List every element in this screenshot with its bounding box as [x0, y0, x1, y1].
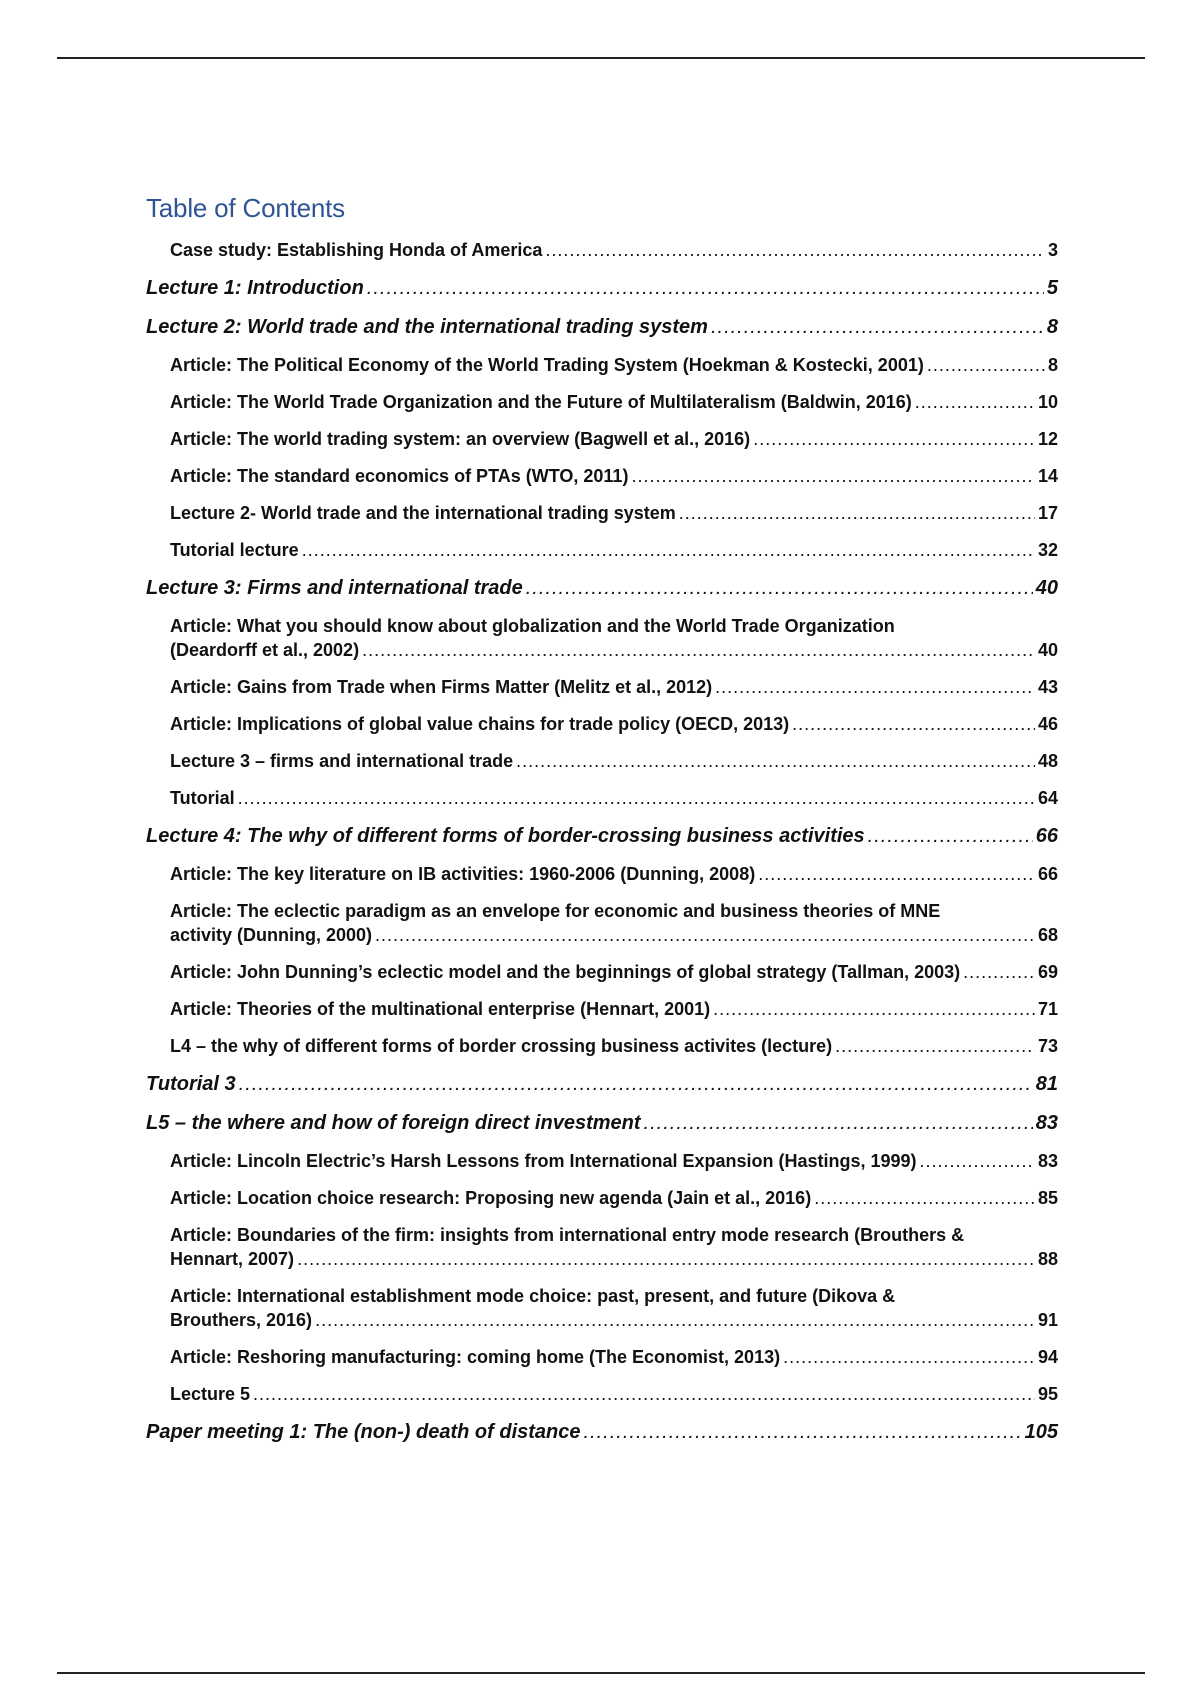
toc-subentry[interactable] — [170, 1223, 1058, 1271]
toc-subentry[interactable] — [170, 862, 1058, 886]
toc-page-number: 85 — [1037, 1188, 1058, 1208]
toc-heading-entry[interactable] — [146, 575, 1058, 601]
toc-entry-text: Article: Implications of global value chains for trade policy (OECD, 2013) — [170, 714, 790, 734]
toc-entry-text: Lecture 1: Introduction — [146, 277, 364, 299]
toc-heading-entry[interactable] — [146, 314, 1058, 340]
toc-entry-text: Lecture 2: World trade and the international trading system — [146, 316, 708, 338]
toc-heading-entry[interactable] — [146, 275, 1058, 301]
toc-entry-text: Lecture 3 – firms and international trade — [170, 751, 514, 771]
toc-subentry[interactable] — [170, 997, 1058, 1021]
dot-leader — [375, 923, 1035, 947]
toc-page-number: 71 — [1037, 999, 1058, 1019]
toc-page-number: 48 — [1037, 751, 1058, 771]
toc-page-number: 32 — [1037, 540, 1058, 560]
toc-list — [146, 238, 1058, 1445]
toc-heading-entry[interactable] — [146, 823, 1058, 849]
dot-leader — [835, 1034, 1035, 1058]
toc-entry-text: Article: John Dunning’s eclectic model and the beginnings of global strategy (Tallman, 2003) — [170, 962, 961, 982]
toc-page-number: 17 — [1037, 503, 1058, 523]
dot-leader — [783, 1345, 1035, 1369]
toc-page-number: 66 — [1037, 864, 1058, 884]
toc-subentry[interactable] — [170, 786, 1058, 810]
toc-page-number: 83 — [1037, 1151, 1058, 1171]
toc-entry-text: Paper meeting 1: The (non-) death of distance — [146, 1421, 581, 1443]
dot-leader — [711, 314, 1044, 340]
toc-page-number: 12 — [1037, 429, 1058, 449]
toc-page-number: 8 — [1046, 316, 1058, 338]
toc-page-number: 95 — [1037, 1384, 1058, 1404]
dot-leader — [758, 862, 1035, 886]
dot-leader — [713, 997, 1035, 1021]
dot-leader — [915, 390, 1035, 414]
dot-leader — [253, 1382, 1035, 1406]
toc-entry-text: Article: Lincoln Electric’s Harsh Lessons from International Expansion (Hastings, 1999) — [170, 1151, 917, 1171]
dot-leader — [927, 353, 1045, 377]
toc-subentry[interactable] — [170, 238, 1058, 262]
toc-subentry[interactable] — [170, 1345, 1058, 1369]
dot-leader — [516, 749, 1035, 773]
toc-subentry[interactable] — [170, 960, 1058, 984]
toc-page-number: 69 — [1037, 962, 1058, 982]
toc-entry-text: Tutorial 3 — [146, 1073, 236, 1095]
toc-page-number: 40 — [1035, 577, 1058, 599]
toc-page-number: 81 — [1035, 1073, 1058, 1095]
header-rule — [57, 57, 1145, 59]
toc-entry-text: Lecture 2- World trade and the international trading system — [170, 503, 676, 523]
toc-entry-text: Article: The World Trade Organization and the Future of Multilateralism (Baldwin, 2016) — [170, 392, 912, 412]
toc-entry-text: activity (Dunning, 2000) — [170, 925, 373, 945]
dot-leader — [814, 1186, 1035, 1210]
toc-entry-text: Article: The standard economics of PTAs (WTO, 2011) — [170, 466, 629, 486]
toc-page-number: 105 — [1024, 1421, 1058, 1443]
toc-subentry[interactable] — [170, 427, 1058, 451]
toc-subentry[interactable] — [170, 1149, 1058, 1173]
toc-subentry[interactable] — [170, 712, 1058, 736]
dot-leader — [315, 1308, 1035, 1332]
toc-entry-text-line1: Article: Boundaries of the firm: insights from international entry mode research (Brouthers & — [170, 1225, 965, 1245]
toc-page-number: 88 — [1037, 1249, 1058, 1269]
toc-entry-text: Article: Location choice research: Proposing new agenda (Jain et al., 2016) — [170, 1188, 812, 1208]
toc-entry-text: Article: Gains from Trade when Firms Matter (Melitz et al., 2012) — [170, 677, 713, 697]
dot-leader — [545, 238, 1045, 262]
toc-page-number: 40 — [1037, 640, 1058, 660]
dot-leader — [792, 712, 1035, 736]
toc-entry-text-line1: Article: What you should know about globalization and the World Trade Organization — [170, 616, 895, 636]
table-of-contents — [146, 193, 1058, 1445]
toc-subentry[interactable] — [170, 614, 1058, 662]
toc-entry-text: Article: The world trading system: an overview (Bagwell et al., 2016) — [170, 429, 751, 449]
toc-subentry[interactable] — [170, 501, 1058, 525]
toc-page-number: 5 — [1046, 277, 1058, 299]
toc-subentry[interactable] — [170, 353, 1058, 377]
toc-entry-text: Tutorial — [170, 788, 235, 808]
toc-entry-text: Tutorial lecture — [170, 540, 299, 560]
toc-subentry[interactable] — [170, 899, 1058, 947]
dot-leader — [367, 275, 1044, 301]
dot-leader — [753, 427, 1035, 451]
dot-leader — [644, 1110, 1033, 1136]
toc-entry-text-line1: Article: International establishment mode choice: past, present, and future (Dikova & — [170, 1286, 896, 1306]
dot-leader — [584, 1419, 1022, 1445]
dot-leader — [239, 1071, 1033, 1097]
toc-page-number: 46 — [1037, 714, 1058, 734]
dot-leader — [362, 638, 1035, 662]
dot-leader — [679, 501, 1035, 525]
toc-entry-text-line1: Article: The eclectic paradigm as an envelope for economic and business theories of MNE — [170, 901, 941, 921]
toc-entry-text: Article: Reshoring manufacturing: coming home (The Economist, 2013) — [170, 1347, 781, 1367]
toc-subentry[interactable] — [170, 390, 1058, 414]
toc-subentry[interactable] — [170, 1284, 1058, 1332]
toc-page-number: 83 — [1035, 1112, 1058, 1134]
dot-leader — [715, 675, 1035, 699]
toc-entry-text: Lecture 3: Firms and international trade — [146, 577, 523, 599]
toc-subentry[interactable] — [170, 464, 1058, 488]
toc-page-number: 64 — [1037, 788, 1058, 808]
dot-leader — [920, 1149, 1035, 1173]
toc-subentry[interactable] — [170, 1382, 1058, 1406]
toc-subentry[interactable] — [170, 675, 1058, 699]
toc-entry-text: L5 – the where and how of foreign direct investment — [146, 1112, 641, 1134]
toc-entry-text: Article: The key literature on IB activities: 1960-2006 (Dunning, 2008) — [170, 864, 756, 884]
toc-entry-text: Article: The Political Economy of the World Trading System (Hoekman & Kostecki, 2001) — [170, 355, 924, 375]
toc-page-number: 66 — [1035, 825, 1058, 847]
toc-heading-entry[interactable] — [146, 1071, 1058, 1097]
toc-page-number: 8 — [1047, 355, 1058, 375]
toc-page-number: 91 — [1037, 1310, 1058, 1330]
toc-entry-text: Lecture 4: The why of different forms of border-crossing business activities — [146, 825, 865, 847]
dot-leader — [297, 1247, 1035, 1271]
footer-rule — [57, 1672, 1145, 1674]
toc-page-number: 14 — [1037, 466, 1058, 486]
toc-page-number: 73 — [1037, 1036, 1058, 1056]
toc-heading-entry[interactable] — [146, 1419, 1058, 1445]
dot-leader — [868, 823, 1033, 849]
toc-entry-text: Hennart, 2007) — [170, 1249, 295, 1269]
dot-leader — [302, 538, 1035, 562]
toc-subentry[interactable] — [170, 1186, 1058, 1210]
toc-title: Table of Contents — [146, 193, 345, 223]
toc-subentry[interactable] — [170, 1034, 1058, 1058]
toc-entry-text: Article: Theories of the multinational enterprise (Hennart, 2001) — [170, 999, 711, 1019]
toc-page-number: 3 — [1047, 240, 1058, 260]
toc-entry-text: Brouthers, 2016) — [170, 1310, 313, 1330]
dot-leader — [631, 464, 1035, 488]
toc-entry-text: Lecture 5 — [170, 1384, 251, 1404]
dot-leader — [238, 786, 1035, 810]
toc-entry-text: Case study: Establishing Honda of America — [170, 240, 543, 260]
toc-page-number: 94 — [1037, 1347, 1058, 1367]
dot-leader — [963, 960, 1035, 984]
toc-page-number: 43 — [1037, 677, 1058, 697]
toc-entry-text: (Deardorff et al., 2002) — [170, 640, 360, 660]
toc-page-number: 68 — [1037, 925, 1058, 945]
dot-leader — [526, 575, 1033, 601]
toc-heading-entry[interactable] — [146, 1110, 1058, 1136]
toc-subentry[interactable] — [170, 538, 1058, 562]
toc-entry-text: L4 – the why of different forms of border crossing business activites (lecture) — [170, 1036, 833, 1056]
toc-page-number: 10 — [1037, 392, 1058, 412]
toc-subentry[interactable] — [170, 749, 1058, 773]
